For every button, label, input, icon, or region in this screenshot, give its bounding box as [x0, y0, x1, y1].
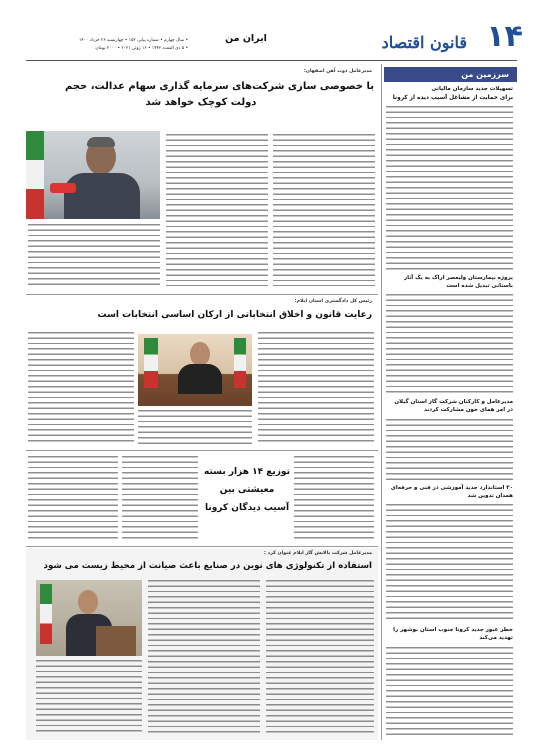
article-body-col [122, 456, 198, 540]
article-photo [26, 131, 160, 219]
article-photo [36, 580, 142, 656]
article-headline: آسیب دیدگان کرونا [204, 503, 290, 513]
sidebar-item-body [386, 419, 513, 481]
article-4 [26, 548, 378, 740]
photo-flag [40, 584, 52, 644]
sidebar-item-title: تسهیلات جدید سازمان مالیاتی [431, 86, 513, 92]
page-number: ۱۴ [486, 19, 523, 54]
sidebar-item-body [386, 647, 513, 737]
sidebar-header: سرزمین من [461, 70, 509, 79]
sidebar-item-body [386, 106, 513, 270]
article-body-col [258, 332, 374, 444]
article-body-col [273, 134, 375, 286]
sidebar-divider [381, 64, 382, 740]
article-body-col [138, 410, 252, 444]
article-divider [26, 546, 378, 547]
sidebar-item-subtitle: برای حمایت از مشاغل آسیب دیده از کرونا [392, 95, 513, 101]
article-body-col [148, 580, 260, 734]
masthead [0, 0, 535, 62]
date-line: • ۵ ذی القعده ۱۴۴۲ • ۱۶ ژوئن ۲۰۲۱ • ۲۰۰۰ تومان [95, 46, 188, 51]
photo-person-body [178, 364, 222, 394]
sidebar-item-title: مدیرعامل و کارکنان شرکت گاز استان گیلان در امر همای خون مشارکت کردند [394, 399, 513, 413]
article-kicker: مدیرعامل ذوب آهن اصفهان: [303, 69, 372, 74]
photo-flag [144, 338, 158, 388]
photo-person-head [78, 590, 98, 614]
sidebar-item-body [386, 294, 513, 394]
sidebar-item-title: ۳۰ استاندارد جدید آموزشی در فنی و حرفه‌ای همدان تدوین شد [390, 485, 513, 499]
article-headline: توزیع ۱۴ هزار بسته [204, 467, 290, 477]
article-headline: دولت کوچک خواهد شد [145, 97, 257, 108]
article-body-col [166, 134, 268, 286]
article-body-col [28, 456, 118, 540]
photo-microphone [50, 183, 76, 193]
article-photo [138, 334, 252, 406]
article-divider [26, 294, 378, 295]
photo-flag [234, 338, 246, 388]
article-3 [26, 452, 378, 544]
article-headline: معیشتی بین [219, 485, 275, 495]
sidebar-item-title: خطر عبور جدید کرونا جنوب استان بوشهر را تهدید می‌کند [393, 627, 513, 641]
article-kicker: مدیرعامل شرکت پالایش گاز ایلام عنوان کرد : [264, 551, 372, 556]
article-body-col [28, 332, 134, 444]
section-title: ایران من [225, 33, 267, 44]
article-body-col [28, 224, 160, 286]
photo-person-hair [87, 137, 115, 147]
sidebar-item-body [386, 504, 513, 622]
masthead-rule [26, 60, 517, 61]
issue-line: • سال چهارم • شماره پیاپی ۱۵۲ • چهارشنبه ۲۶ خرداد ۱۴۰۰ [78, 38, 188, 43]
article-divider [26, 450, 378, 451]
article-headline: رعایت قانون و اخلاق انتخاباتی از ارکان اساسی انتخابات است [97, 310, 372, 320]
article-2 [26, 296, 378, 448]
sidebar-item-title: پروژه بیمارستان ولیعصر اراک به یک آثار باستانی تبدیل شده است [404, 275, 513, 289]
article-kicker: رئیس کل دادگستری استان ایلام: [294, 299, 372, 304]
article-headline: استفاده از تکنولوژی های نوین در صنایع باعث صیانت از محیط زیست می شود [43, 561, 372, 571]
photo-podium [96, 626, 136, 656]
newspaper-logo: قانون اقتصاد [381, 33, 467, 52]
article-body-col [36, 660, 142, 734]
sidebar [384, 62, 517, 742]
photo-backdrop-flag [26, 131, 44, 219]
photo-person-body [64, 173, 140, 219]
photo-person-head [190, 342, 210, 366]
article-headline: با خصوصی سازی شرکت‌های سرمایه گذاری سهام عدالت، حجم [64, 81, 374, 92]
article-1 [26, 62, 378, 292]
article-body-col [294, 456, 374, 540]
article-body-col [266, 580, 374, 734]
